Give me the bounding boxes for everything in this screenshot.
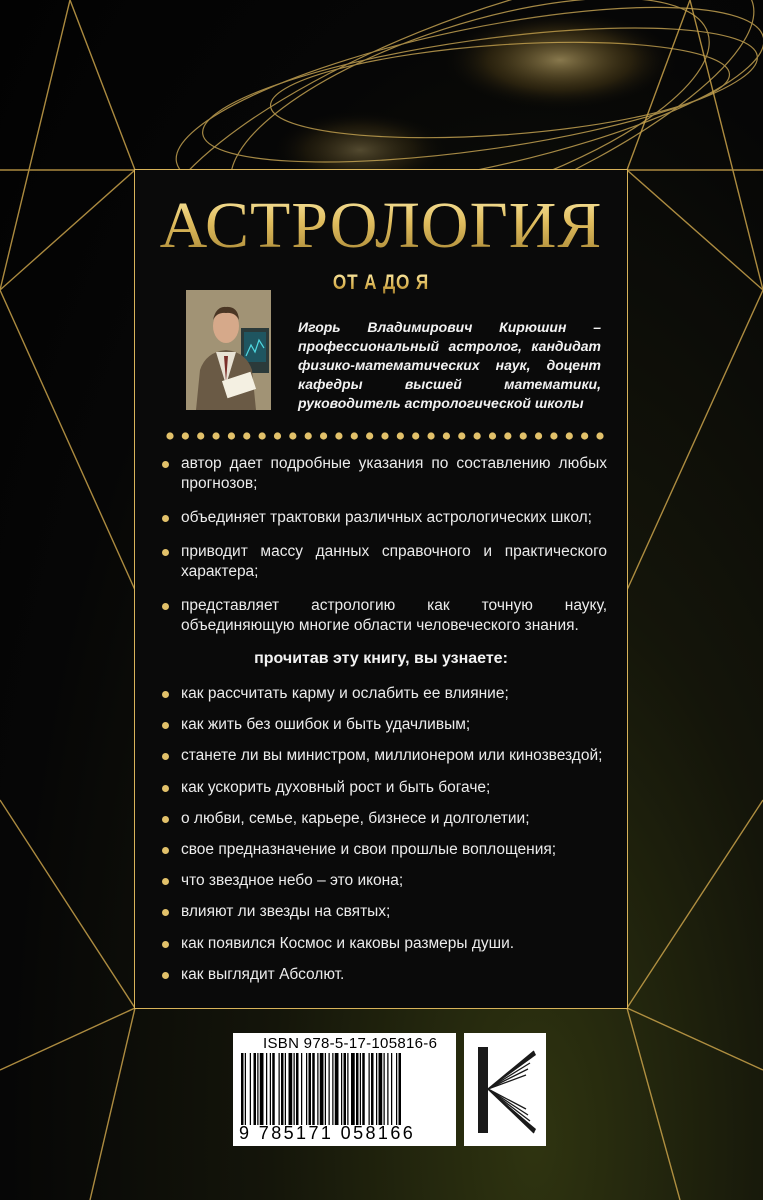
divider-dot — [366, 432, 373, 439]
author-photo — [186, 290, 271, 410]
book-subtitle: ОТ А ДО Я — [179, 271, 582, 295]
dotted-divider — [165, 430, 605, 442]
barcode-bar — [245, 1053, 246, 1125]
list-item: приводит массу данных справочного и практического характера; — [157, 542, 607, 582]
barcode-bar — [335, 1053, 339, 1125]
barcode-bar — [362, 1053, 365, 1125]
barcode-bar — [341, 1053, 342, 1125]
list-item: о любви, семье, карьере, бизнесе и долголетии; — [157, 809, 607, 829]
bullet-icon — [162, 909, 169, 916]
bullet-icon — [162, 816, 169, 823]
barcode-bar — [347, 1053, 348, 1125]
divider-dot — [212, 432, 219, 439]
barcode-bar — [384, 1053, 385, 1125]
list-item: как ускорить духовный рост и быть богаче; — [157, 778, 607, 798]
barcode-bar — [309, 1053, 312, 1125]
list-item: как появился Космос и каковы размеры души. — [157, 934, 607, 954]
list-item: как выглядит Абсолют. — [157, 965, 607, 985]
barcode-bar — [257, 1053, 258, 1125]
barcode-bar — [399, 1053, 402, 1125]
divider-dot — [305, 432, 312, 439]
barcode-bar — [241, 1053, 244, 1125]
barcode-bar — [279, 1053, 280, 1125]
list-item: что звездное небо – это икона; — [157, 871, 607, 891]
divider-dot — [259, 432, 266, 439]
divider-dot — [427, 432, 434, 439]
isbn-number: ISBN 978-5-17-105816-6 — [263, 1035, 438, 1052]
features-list — [157, 454, 607, 650]
divider-dot — [228, 432, 235, 439]
barcode-bar — [371, 1053, 374, 1125]
barcode-bar — [254, 1053, 257, 1125]
bullet-icon — [162, 785, 169, 792]
divider-dot — [182, 432, 189, 439]
divider-dot — [458, 432, 465, 439]
divider-dot — [166, 432, 173, 439]
divider-dot — [289, 432, 296, 439]
bullet-icon — [162, 753, 169, 760]
list-item: автор дает подробные указания по составлению любых прогнозов; — [157, 454, 607, 494]
divider-dot — [504, 432, 511, 439]
divider-dot — [566, 432, 573, 439]
divider-dot — [535, 432, 542, 439]
list-item: как рассчитать карму и ослабить ее влияние; — [157, 684, 607, 704]
divider-dot — [581, 432, 588, 439]
bullet-icon — [162, 549, 169, 556]
isbn-barcode — [233, 1033, 456, 1146]
barcode-bar — [285, 1053, 286, 1125]
barcode-bar — [301, 1053, 302, 1125]
barcode-bar — [320, 1053, 324, 1125]
bullet-icon — [162, 847, 169, 854]
barcode-bar — [281, 1053, 284, 1125]
divider-dot — [550, 432, 557, 439]
barcode-bar — [356, 1053, 359, 1125]
barcode-bar — [376, 1053, 377, 1125]
topics-intro: прочитав эту книгу, вы узнаете: — [254, 650, 508, 667]
barcode-bar — [344, 1053, 347, 1125]
barcode-bar — [312, 1053, 315, 1125]
barcode-bar — [250, 1053, 251, 1125]
ean-digits: 9 785171 058166 — [239, 1123, 416, 1143]
bullet-icon — [162, 691, 169, 698]
bullet-icon — [162, 461, 169, 468]
divider-dot — [197, 432, 204, 439]
barcode-bar — [396, 1053, 397, 1125]
list-item: объединяет трактовки различных астрологических школ; — [157, 508, 607, 528]
barcode-bar — [296, 1053, 299, 1125]
bullet-icon — [162, 878, 169, 885]
divider-dot — [520, 432, 527, 439]
bullet-icon — [162, 722, 169, 729]
book-k-logo-icon — [464, 1033, 546, 1146]
barcode-bars — [241, 1053, 449, 1125]
barcode-bar — [387, 1053, 388, 1125]
book-title: АСТРОЛОГИЯ — [135, 186, 627, 266]
author-bio: Игорь Владимирович Кирюшин – профессиональный астролог, кандидат физико-математических наук, доцент кафедры высшей математики, руководитель астрологической школы — [298, 319, 601, 411]
bullet-icon — [162, 603, 169, 610]
list-item: станете ли вы министром, миллионером или кинозвездой; — [157, 746, 607, 766]
bullet-icon — [162, 941, 169, 948]
barcode-bar — [294, 1053, 295, 1125]
barcode-bar — [329, 1053, 330, 1125]
barcode-bar — [360, 1053, 361, 1125]
barcode-bar — [266, 1053, 267, 1125]
barcode-bar — [289, 1053, 293, 1125]
divider-dot — [443, 432, 450, 439]
bullet-icon — [162, 515, 169, 522]
barcode-bar — [325, 1053, 326, 1125]
divider-dot — [320, 432, 327, 439]
divider-dot — [596, 432, 603, 439]
barcode-bar — [369, 1053, 370, 1125]
list-item: представляет астрологию как точную науку, объединяющую многие области человеческого знания. — [157, 596, 607, 636]
barcode-bar — [332, 1053, 333, 1125]
divider-dot — [274, 432, 281, 439]
divider-dot — [412, 432, 419, 439]
list-item: влияют ли звезды на святых; — [157, 902, 607, 922]
barcode-bar — [351, 1053, 355, 1125]
barcode-bar — [379, 1053, 383, 1125]
topics-list — [157, 684, 607, 996]
divider-dot — [381, 432, 388, 439]
list-item: свое предназначение и свои прошлые воплощения; — [157, 840, 607, 860]
divider-dot — [243, 432, 250, 439]
list-item: как жить без ошибок и быть удачливым; — [157, 715, 607, 735]
text-panel — [135, 170, 627, 1008]
barcode-bar — [391, 1053, 392, 1125]
barcode-bar — [260, 1053, 264, 1125]
publisher-logo — [464, 1033, 546, 1146]
divider-dot — [489, 432, 496, 439]
divider-dot — [474, 432, 481, 439]
bullet-icon — [162, 972, 169, 979]
divider-dot — [351, 432, 358, 439]
divider-dot — [397, 432, 404, 439]
barcode-bar — [317, 1053, 318, 1125]
barcode-bar — [272, 1053, 275, 1125]
barcode-bar — [270, 1053, 271, 1125]
divider-dot — [335, 432, 342, 439]
barcode-bar — [306, 1053, 307, 1125]
